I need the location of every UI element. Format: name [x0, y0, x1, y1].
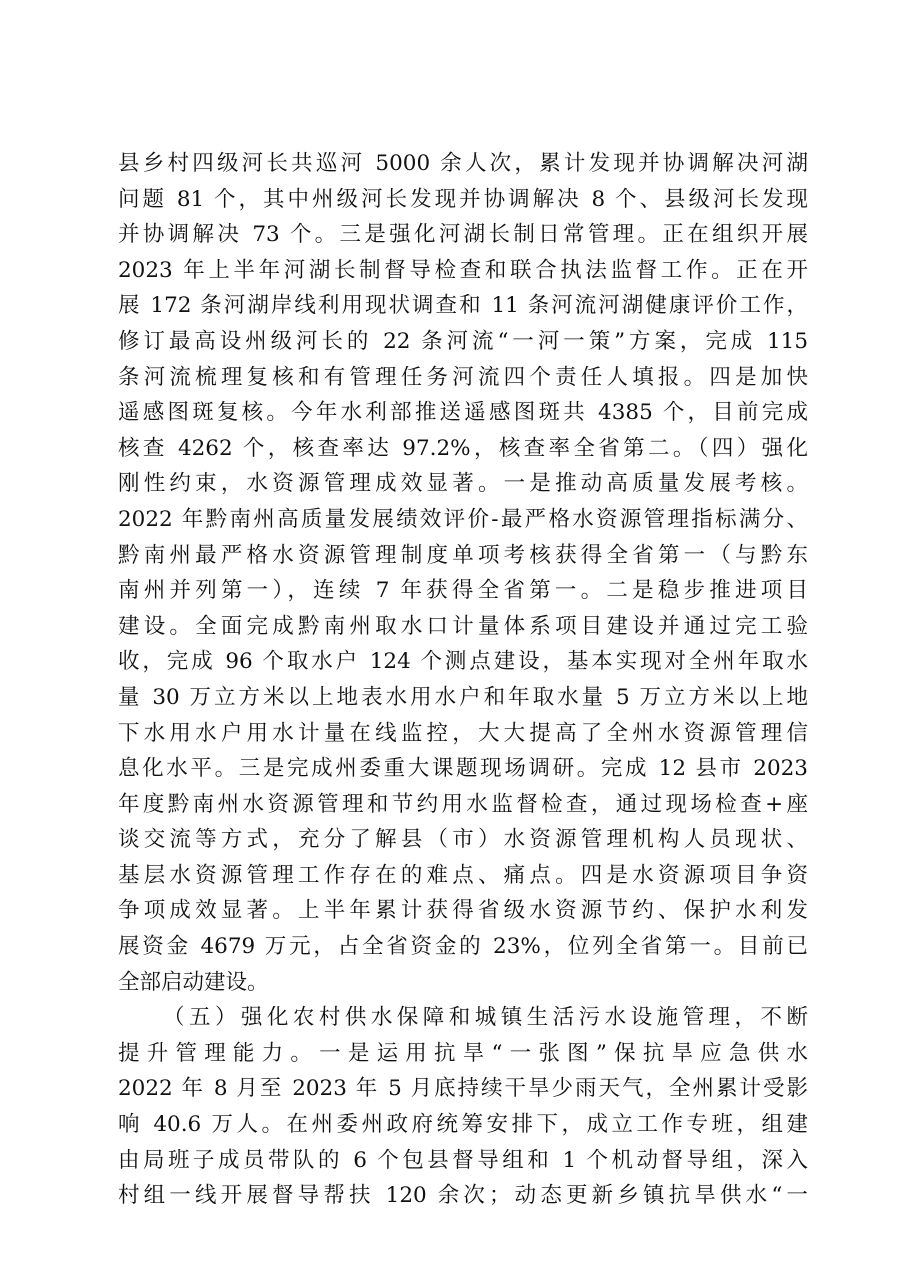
- text-line: 遥感图斑复核。今年水利部推送遥感图斑共 4385 个，目前完成: [118, 400, 808, 426]
- text-line: 修订最高设州级河长的 22 条河流“一河一策”方案，完成 115: [118, 328, 808, 354]
- text-line: 谈交流等方式，充分了解县（市）水资源管理机构人员现状、: [118, 827, 808, 853]
- text-line: （五）强化农村供水保障和城镇生活污水设施管理，不断: [163, 1005, 808, 1031]
- text-line: 提升管理能力。一是运用抗旱“一张图”保抗旱应急供水: [118, 1040, 808, 1066]
- text-line: 息化水平。三是完成州委重大课题现场调研。完成 12 县市 2023: [118, 756, 808, 782]
- text-line: 下水用水户用水计量在线监控，大大提高了全州水资源管理信: [118, 720, 808, 746]
- text-line: 2022 年 8 月至 2023 年 5 月底持续干旱少雨天气，全州累计受影: [118, 1076, 808, 1102]
- text-line: 县乡村四级河长共巡河 5000 余人次，累计发现并协调解决河湖: [118, 151, 808, 176]
- text-line: 黔南州最严格水资源管理制度单项考核获得全省第一（与黔东: [118, 542, 808, 568]
- text-line: 争项成效显著。上半年累计获得省级水资源节约、保护水利发: [118, 898, 808, 924]
- text-line: 基层水资源管理工作存在的难点、痛点。四是水资源项目争资: [118, 862, 808, 888]
- text-line: 并协调解决 73 个。三是强化河湖长制日常管理。正在组织开展: [118, 222, 808, 248]
- text-line: 问题 81 个，其中州级河长发现并协调解决 8 个、县级河长发现: [118, 186, 808, 212]
- text-line: 年度黔南州水资源管理和节约用水监督检查，通过现场检查+座: [118, 791, 808, 817]
- body-text: [118, 146, 808, 1214]
- text-line: 核查 4262 个，核查率达 97.2%，核查率全省第二。（四）强化: [118, 435, 808, 461]
- text-line: 展资金 4679 万元，占全省资金的 23%，位列全省第一。目前已: [118, 934, 808, 960]
- text-line: 2023 年上半年河湖长制督导检查和联合执法监督工作。正在开: [118, 257, 808, 283]
- text-line: 响 40.6 万人。在州委州政府统筹安排下，成立工作专班，组建: [118, 1112, 808, 1138]
- text-line: 南州并列第一），连续 7 年获得全省第一。二是稳步推进项目: [118, 578, 808, 604]
- text-line: 全部启动建设。: [118, 969, 269, 995]
- text-line: 收，完成 96 个取水户 124 个测点建设，基本实现对全州年取水: [118, 649, 808, 675]
- text-line: 展 172 条河湖岸线利用现状调查和 11 条河流河湖健康评价工作，: [118, 293, 808, 319]
- text-line: 建设。全面完成黔南州取水口计量体系项目建设并通过完工验: [118, 613, 808, 639]
- text-line: 条河流梳理复核和有管理任务河流四个责任人填报。四是加快: [118, 364, 808, 390]
- text-line: 刚性约束，水资源管理成效显著。一是推动高质量发展考核。: [118, 471, 808, 497]
- text-line: 2022 年黔南州高质量发展绩效评价-最严格水资源管理指标满分、: [118, 506, 808, 532]
- text-line: 由局班子成员带队的 6 个包县督导组和 1 个机动督导组，深入: [118, 1147, 808, 1173]
- text-line: 村组一线开展督导帮扶 120 余次；动态更新乡镇抗旱供水“一: [118, 1183, 808, 1209]
- text-line: 量 30 万立方米以上地表水用水户和年取水量 5 万立方米以上地: [118, 684, 808, 710]
